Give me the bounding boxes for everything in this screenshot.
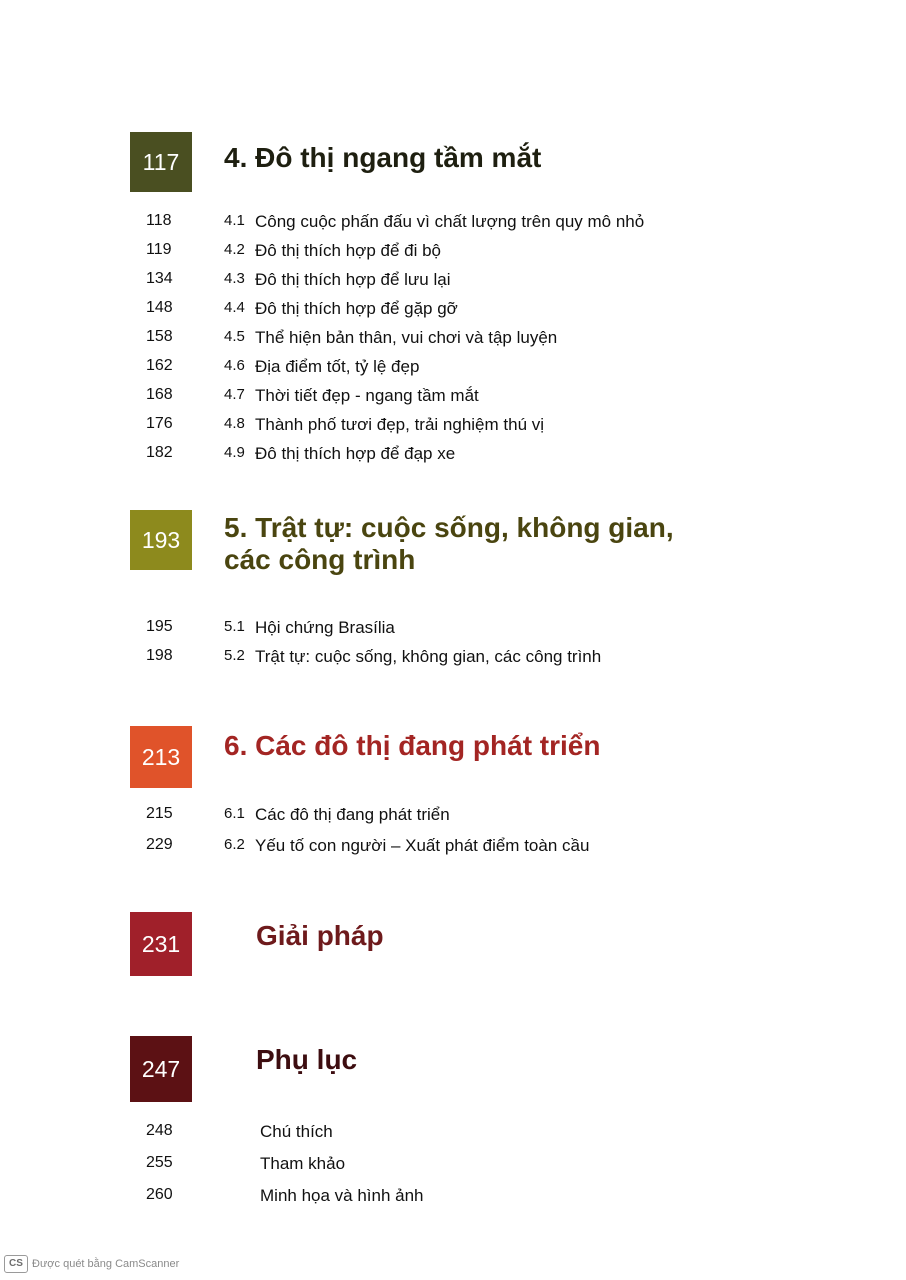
page-chip: 247 xyxy=(130,1036,192,1102)
entry-number: 6.2 xyxy=(224,836,245,853)
camscanner-icon: CS xyxy=(4,1255,28,1273)
toc-entry[interactable] xyxy=(0,444,906,472)
entry-label: Chú thích xyxy=(260,1122,333,1141)
section-title: 5. Trật tự: cuộc sống, không gian, các công trình xyxy=(224,512,674,575)
toc-entry[interactable] xyxy=(0,270,906,298)
page-chip: 193 xyxy=(130,510,192,570)
entry-number: 4.1 xyxy=(224,212,245,229)
toc-entry[interactable] xyxy=(0,357,906,385)
entry-label: Thời tiết đẹp - ngang tầm mắt xyxy=(255,386,479,405)
entry-page: 168 xyxy=(146,386,173,403)
toc-entry[interactable] xyxy=(0,618,906,646)
section-title: Giải pháp xyxy=(256,920,384,951)
entry-number: 4.5 xyxy=(224,328,245,345)
entry-label: Trật tự: cuộc sống, không gian, các công trình xyxy=(255,647,602,666)
toc-entry[interactable] xyxy=(0,328,906,356)
toc-entry[interactable] xyxy=(0,805,906,833)
entry-page: 134 xyxy=(146,270,173,287)
scanner-watermark xyxy=(4,1255,179,1273)
entry-page: 182 xyxy=(146,444,173,461)
entry-number: 4.2 xyxy=(224,241,245,258)
entry-page: 119 xyxy=(146,241,172,258)
toc-entry[interactable] xyxy=(0,415,906,443)
page-chip: 117 xyxy=(130,132,192,192)
entry-number: 5.1 xyxy=(224,618,245,635)
entry-page: 118 xyxy=(146,212,172,229)
entry-number: 5.2 xyxy=(224,647,245,664)
entry-page: 255 xyxy=(146,1154,173,1171)
entry-label: Minh họa và hình ảnh xyxy=(260,1186,424,1205)
entry-page: 195 xyxy=(146,618,173,635)
toc-entry[interactable] xyxy=(0,299,906,327)
entry-page: 198 xyxy=(146,647,173,664)
toc-entry[interactable] xyxy=(0,1154,906,1182)
section-title: 6. Các đô thị đang phát triển xyxy=(224,730,601,761)
entry-page: 260 xyxy=(146,1186,173,1203)
entry-page: 176 xyxy=(146,415,173,432)
entry-number: 4.8 xyxy=(224,415,245,432)
toc-entry[interactable] xyxy=(0,1186,906,1214)
page-chip: 213 xyxy=(130,726,192,788)
page-chip: 231 xyxy=(130,912,192,976)
watermark-text: Được quét bằng CamScanner xyxy=(32,1258,180,1270)
entry-number: 4.9 xyxy=(224,444,245,461)
entry-page: 229 xyxy=(146,836,173,853)
entry-page: 148 xyxy=(146,299,173,316)
entry-label: Hội chứng Brasília xyxy=(255,618,395,637)
section-title: 4. Đô thị ngang tầm mắt xyxy=(224,142,542,173)
entry-label: Địa điểm tốt, tỷ lệ đẹp xyxy=(255,357,420,376)
toc-entry[interactable] xyxy=(0,212,906,240)
entry-number: 4.4 xyxy=(224,299,245,316)
toc-entry[interactable] xyxy=(0,1122,906,1150)
entry-number: 4.6 xyxy=(224,357,245,374)
entry-number: 4.7 xyxy=(224,386,245,403)
entry-page: 215 xyxy=(146,805,173,822)
entry-label: Các đô thị đang phát triển xyxy=(255,805,450,824)
entry-label: Tham khảo xyxy=(260,1154,346,1173)
entry-label: Công cuộc phấn đấu vì chất lượng trên quy mô nhỏ xyxy=(255,212,645,231)
entry-label: Thành phố tươi đẹp, trải nghiệm thú vị xyxy=(255,415,545,434)
entry-label: Thể hiện bản thân, vui chơi và tập luyện xyxy=(255,328,558,347)
toc-entry[interactable] xyxy=(0,836,906,864)
entry-page: 248 xyxy=(146,1122,173,1139)
entry-label: Đô thị thích hợp để lưu lại xyxy=(255,270,451,289)
entry-number: 6.1 xyxy=(224,805,245,822)
toc-entry[interactable] xyxy=(0,386,906,414)
entry-label: Đô thị thích hợp để gặp gỡ xyxy=(255,299,458,318)
section-title: Phụ lục xyxy=(256,1044,358,1075)
toc-entry[interactable] xyxy=(0,241,906,269)
entry-label: Đô thị thích hợp để đạp xe xyxy=(255,444,456,463)
entry-label: Yếu tố con người – Xuất phát điểm toàn cầu xyxy=(255,836,590,855)
entry-page: 158 xyxy=(146,328,173,345)
toc-entry[interactable] xyxy=(0,647,906,675)
entry-number: 4.3 xyxy=(224,270,245,287)
entry-label: Đô thị thích hợp để đi bộ xyxy=(255,241,441,260)
entry-page: 162 xyxy=(146,357,173,374)
